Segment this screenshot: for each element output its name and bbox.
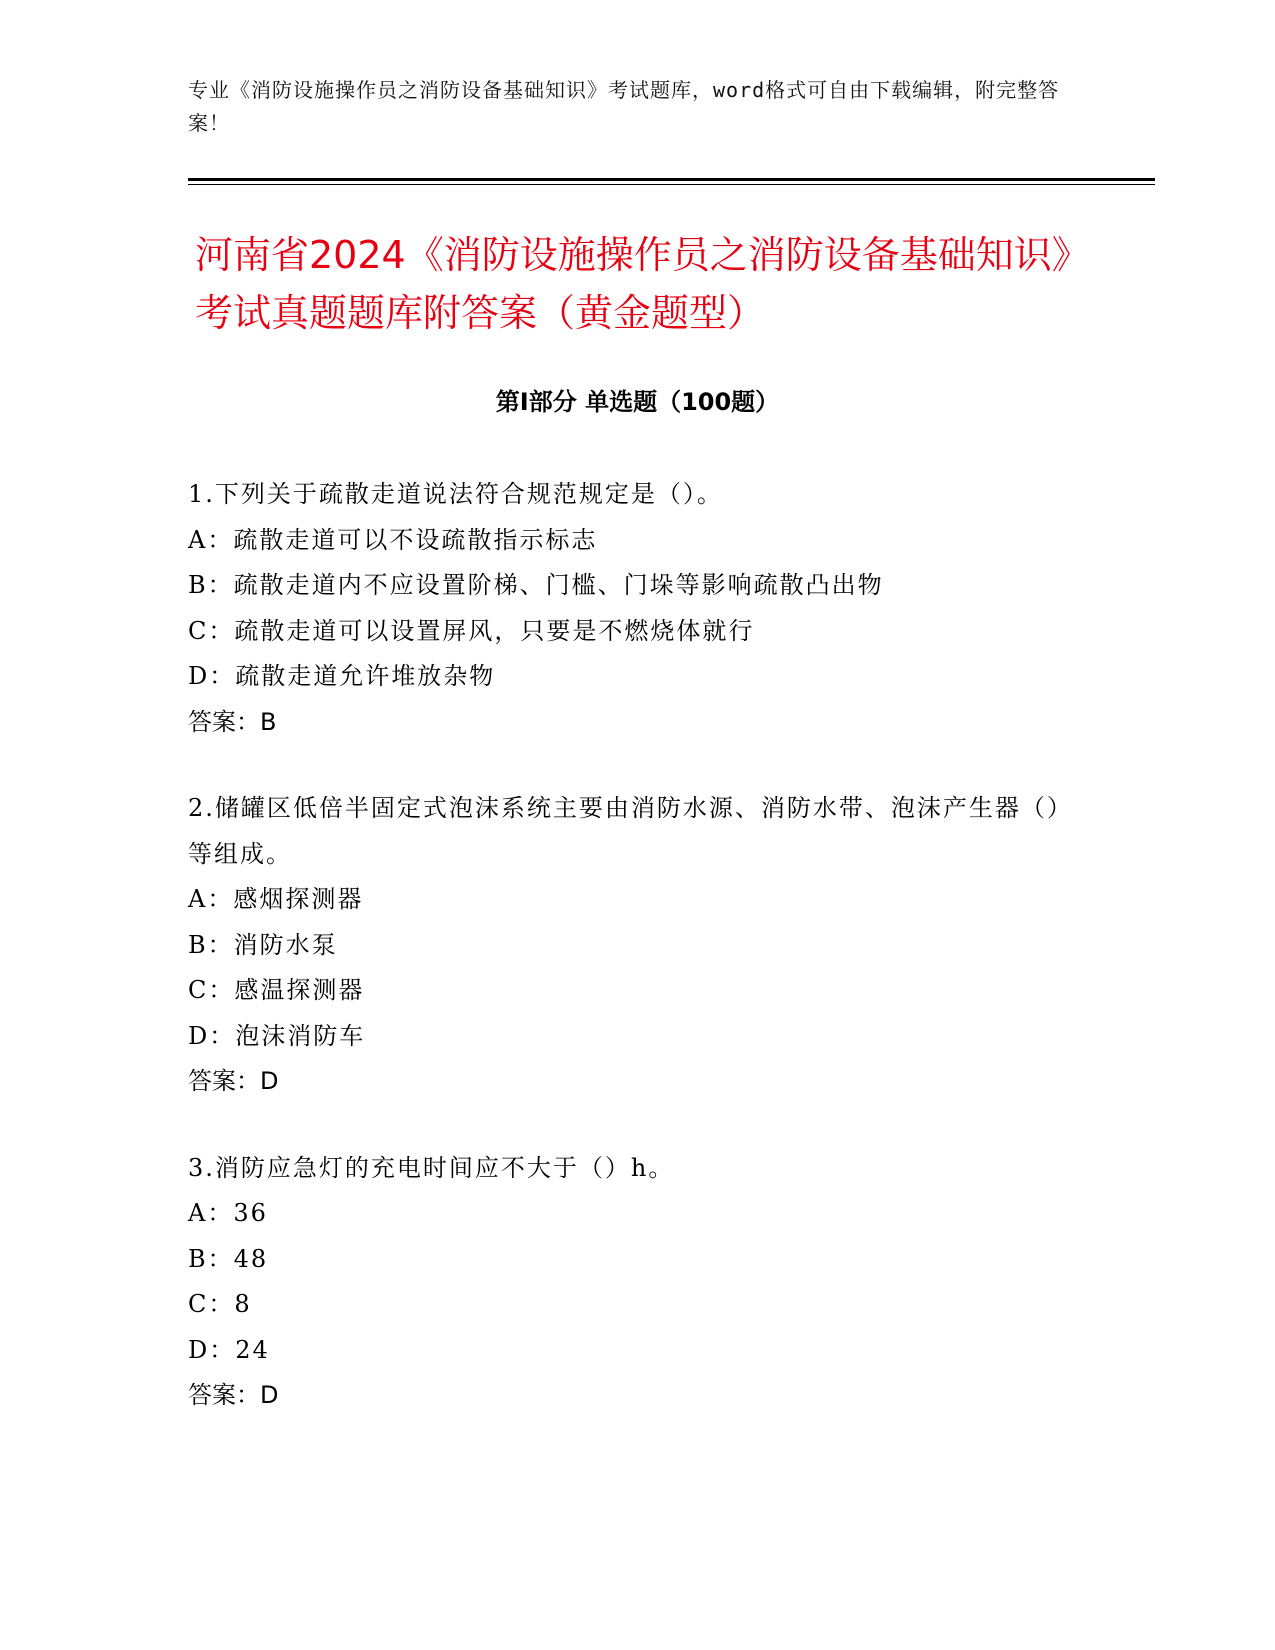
option-c: C：感温探测器: [188, 976, 365, 1004]
option-d: D：24: [188, 1335, 270, 1364]
option-b: B：消防水泵: [188, 930, 338, 959]
header-rule-thin: [188, 184, 1155, 185]
question-2: [188, 786, 1088, 1105]
option-a: A：感烟探测器: [188, 885, 364, 913]
option-a: A：36: [188, 1199, 268, 1227]
answer: 答案：B: [188, 707, 277, 736]
question-stem: 1.下列关于疏散走道说法符合规范规定是（）。: [188, 480, 723, 508]
document-title: 河南省2024《消防设施操作员之消防设备基础知识》考试真题题库附答案（黄金题型）: [195, 233, 1090, 335]
section-title: 第I部分 单选题（100题）: [495, 388, 780, 416]
question-stem: 3.消防应急灯的充电时间应不大于（）h。: [188, 1153, 675, 1182]
option-b: B：48: [188, 1244, 269, 1273]
option-d: D：疏散走道允许堆放杂物: [188, 662, 496, 690]
header-note: 专业《消防设施操作员之消防设备基础知识》考试题库，word格式可自由下载编辑，附完整答案！: [188, 78, 1060, 135]
question-1: [188, 472, 1088, 745]
option-d: D：泡沫消防车: [188, 1021, 366, 1050]
option-b: B：疏散走道内不应设置阶梯、门槛、门垛等影响疏散凸出物: [188, 571, 884, 599]
question-3: [188, 1146, 1088, 1419]
question-stem: 2.储罐区低倍半固定式泡沫系统主要由消防水源、消防水带、泡沫产生器（）等组成。: [188, 794, 1073, 868]
answer: 答案：D: [188, 1381, 279, 1409]
option-a: A：疏散走道可以不设疏散指示标志: [188, 525, 598, 554]
option-c: C：8: [188, 1290, 252, 1318]
question-list: [188, 472, 1088, 1460]
header-rule-thick: [188, 178, 1155, 181]
answer: 答案：D: [188, 1067, 279, 1095]
option-c: C：疏散走道可以设置屏风，只要是不燃烧体就行: [188, 616, 755, 645]
